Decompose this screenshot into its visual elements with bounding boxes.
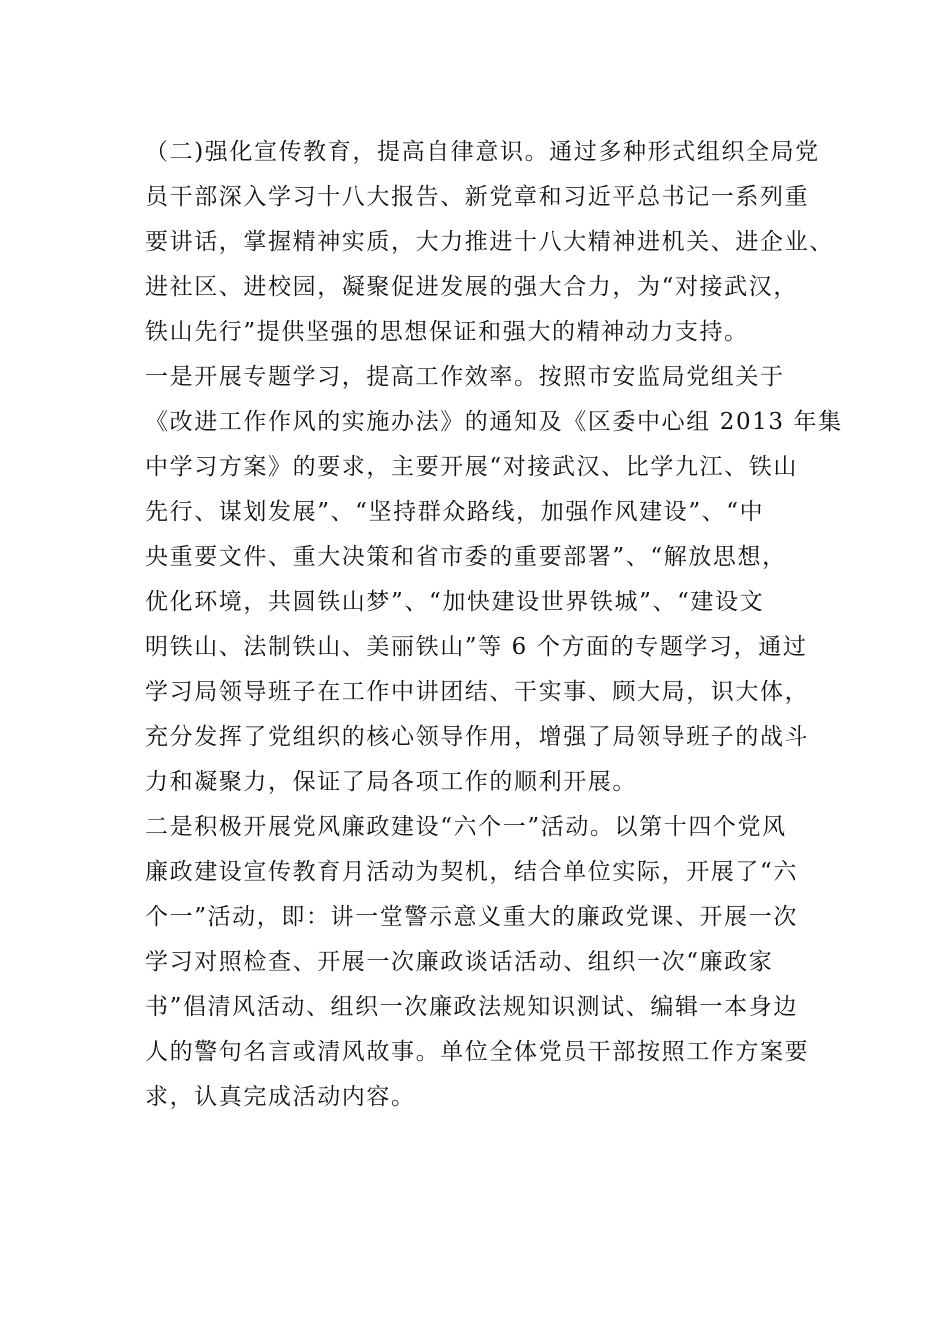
paragraph-1-line-5: 铁山先行”提供坚强的思想保证和强大的精神动力支持。 [145, 319, 749, 345]
paragraph-2-line-5: 央重要文件、重大决策和省市委的重要部署”、“解放思想， [145, 544, 787, 570]
paragraph-3-line-5: 书”倡清风活动、组织一次廉政法规知识测试、编辑一本身边 [145, 994, 798, 1020]
paragraph-2-line-2: 《改进工作作风的实施办法》的通知及《区委中心组 2013 年集 [145, 409, 843, 435]
paragraph-2-line-10: 力和凝聚力，保证了局各项工作的顺利开展。 [145, 769, 637, 795]
paragraph-3-line-4: 学习对照检查、开展一次廉政谈话活动、组织一次“廉政家 [145, 949, 774, 975]
paragraph-3-line-1: 二是积极开展党风廉政建设“六个一”活动。以第十四个党风 [145, 814, 787, 840]
paragraph-1-line-3: 要讲话，掌握精神实质，大力推进十八大精神进机关、进企业、 [145, 229, 834, 255]
paragraph-1-line-4: 进社区、进校园，凝聚促进发展的强大合力，为“对接武汉， [145, 274, 798, 300]
paragraph-3-line-3: 个一”活动，即：讲一堂警示意义重大的廉政党课、开展一次 [145, 904, 798, 930]
paragraph-2-line-4: 先行、谋划发展”、“坚持群众路线，加强作风建设”、“中 [145, 499, 765, 525]
paragraph-2-line-6: 优化环境，共圆铁山梦”、“加快建设世界铁城”、“建设文 [145, 589, 765, 615]
paragraph-2-line-8: 学习局领导班子在工作中讲团结、干实事、顾大局，识大体， [145, 679, 810, 705]
paragraph-3-line-2: 廉政建设宣传教育月活动为契机，结合单位实际，开展了“六 [145, 859, 798, 885]
paragraph-2-line-1: 一是开展专题学习，提高工作效率。按照市安监局党组关于 [145, 364, 785, 390]
paragraph-2-line-3: 中学习方案》的要求，主要开展“对接武汉、比学九江、铁山 [145, 454, 798, 480]
paragraph-1-line-2: 员干部深入学习十八大报告、新党章和习近平总书记一系列重 [145, 184, 810, 210]
paragraph-3-line-6: 人的警句名言或清风故事。单位全体党员干部按照工作方案要 [145, 1039, 810, 1065]
paragraph-1-line-1: （二)强化宣传教育，提高自律意识。通过多种形式组织全局党 [145, 139, 820, 165]
paragraph-2-line-9: 充分发挥了党组织的核心领导作用，增强了局领导班子的战斗 [145, 724, 810, 750]
paragraph-3-line-7: 求，认真完成活动内容。 [145, 1084, 416, 1110]
paragraph-2-line-7: 明铁山、法制铁山、美丽铁山”等 6 个方面的专题学习，通过 [145, 634, 808, 660]
